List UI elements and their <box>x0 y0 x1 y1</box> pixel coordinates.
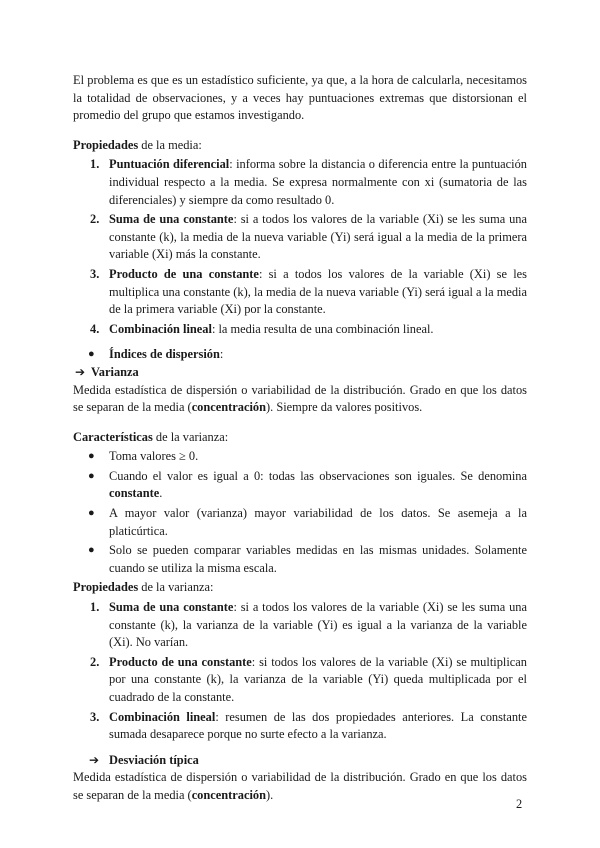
arrow-icon: ➔ <box>75 364 86 379</box>
caracteristicas-heading <box>73 429 527 447</box>
property-text: : informa sobre la distancia o diferencia entre la puntuación individual respecto a la media. Se expresa normalmente con xi (sumatoria de las diferenciales) y siempre da como resultado 0. <box>109 157 527 207</box>
caracteristica-text: Toma valores ≥ 0. <box>109 449 199 464</box>
list-number: 1. <box>90 600 100 615</box>
property-text: : resumen de las dos propiedades anteriores. La constante sumada desaparece porque no surte efecto a la varianza. <box>109 709 527 742</box>
property-title: Suma de una constante <box>109 600 234 615</box>
varianza-heading <box>73 364 527 382</box>
property-title: Combinación lineal <box>109 709 216 724</box>
varianza-desc-bold: concentración <box>191 400 267 415</box>
page-number: 2 <box>516 797 523 811</box>
list-number: 1. <box>90 157 100 172</box>
media-properties-list <box>73 156 527 338</box>
caracteristica-3 <box>73 505 527 540</box>
varianza-desc-post: ). Siempre da valores positivos. <box>266 400 423 415</box>
caracteristica-post: . <box>159 486 163 501</box>
varianza-property-3 <box>73 709 527 744</box>
document-page <box>73 72 527 805</box>
caracteristica-bold: constante <box>109 486 160 501</box>
varianza-property-1 <box>73 599 527 652</box>
caracteristica-2 <box>73 468 527 503</box>
desviacion-description <box>73 769 527 804</box>
list-number: 2. <box>90 212 100 227</box>
media-properties-heading-rest: de la media: <box>138 137 202 152</box>
property-text: : la media resulta de una combinación lineal. <box>211 321 434 336</box>
property-text: : si a todos los valores de la variable (Xi) se les multiplica una constante (k), la media de la nueva variable (Yi) será igual a la media de la primera variable (Xi) por la constante. <box>109 266 527 317</box>
list-number: 3. <box>90 709 100 724</box>
dispersion-heading <box>73 346 527 364</box>
list-number: 3. <box>90 266 100 281</box>
caracteristica-text: Solo se pueden comparar variables medidas en las mismas unidades. Solamente cuando se utiliza la misma escala. <box>109 543 527 575</box>
property-title: Producto de una constante <box>109 654 252 669</box>
bullet-icon: ● <box>88 348 95 361</box>
caracteristicas-heading-rest: de la varianza: <box>152 429 229 444</box>
bullet-icon: ● <box>88 507 95 520</box>
caracteristica-1 <box>73 448 527 466</box>
media-properties-heading-bold: Propiedades <box>73 137 139 152</box>
varianza-properties-list <box>73 599 527 744</box>
caracteristica-text: Cuando el valor es igual a 0: todas las observaciones son iguales. Se denomina <box>109 468 527 483</box>
property-title: Suma de una constante <box>109 212 234 227</box>
desviacion-title: Desviación típica <box>109 752 199 767</box>
property-text: : si a todos los valores de la variable (Xi) se les suma una constante (k), la media de la nueva variable (Yi) será igual a la media de la primera variable (Xi) más la constante. <box>109 212 527 262</box>
varianza-properties-heading-rest: de la varianza: <box>138 580 214 595</box>
media-properties-heading <box>73 137 527 155</box>
property-title: Combinación lineal <box>109 321 212 336</box>
caracteristica-text: A mayor valor (varianza) mayor variabilidad de los datos. Se asemeja a la platicúrtica. <box>109 506 527 538</box>
property-text: : si todos los valores de la variable (Xi) se multiplican por una constante (k), la varianza de la variable (Yi) queda multiplicada por el cuadrado de la constante. <box>109 654 527 704</box>
varianza-title: Varianza <box>91 364 139 379</box>
property-title: Producto de una constante <box>109 266 259 281</box>
arrow-icon: ➔ <box>89 752 100 767</box>
desviacion-desc-pre: Medida estadística de dispersión o variabilidad de la distribución. Grado en que los datos se separan de la media ( <box>73 770 527 802</box>
desviacion-desc-bold: concentración <box>191 787 267 802</box>
varianza-desc-pre: Medida estadística de dispersión o variabilidad de la distribución. Grado en que los datos se separan de la media ( <box>73 382 527 415</box>
varianza-properties-heading-bold: Propiedades <box>73 580 139 595</box>
varianza-description <box>73 382 527 417</box>
dispersion-rest: : <box>219 347 224 362</box>
media-property-3 <box>73 266 527 319</box>
property-text: : si a todos los valores de la variable (Xi) se les suma una constante (k), la varianza de la variable (Yi) es igual a la varianza de la variable (Xi). No varían. <box>109 600 527 650</box>
bullet-icon: ● <box>88 469 95 482</box>
bullet-icon: ● <box>88 544 95 557</box>
varianza-properties-heading <box>73 579 527 597</box>
media-property-1 <box>73 156 527 209</box>
list-number: 4. <box>90 321 100 336</box>
caracteristicas-list <box>73 448 527 577</box>
list-number: 2. <box>90 654 100 669</box>
property-title: Puntuación diferencial <box>109 157 230 172</box>
desviacion-desc-post: ). <box>266 787 274 802</box>
caracteristicas-heading-bold: Características <box>73 429 153 444</box>
intro-paragraph: El problema es que es un estadístico suficiente, ya que, a la hora de calcularla, necesitamos la totalidad de observaciones, y a veces hay puntuaciones extremas que distorsionan el promedio del grupo que estamos investigando. <box>73 73 527 123</box>
media-property-2 <box>73 211 527 264</box>
desviacion-heading <box>73 752 527 770</box>
dispersion-title: Índices de dispersión <box>109 347 220 362</box>
media-property-4 <box>73 321 527 339</box>
varianza-property-2 <box>73 654 527 707</box>
bullet-icon: ● <box>88 450 95 463</box>
caracteristica-4 <box>73 542 527 577</box>
